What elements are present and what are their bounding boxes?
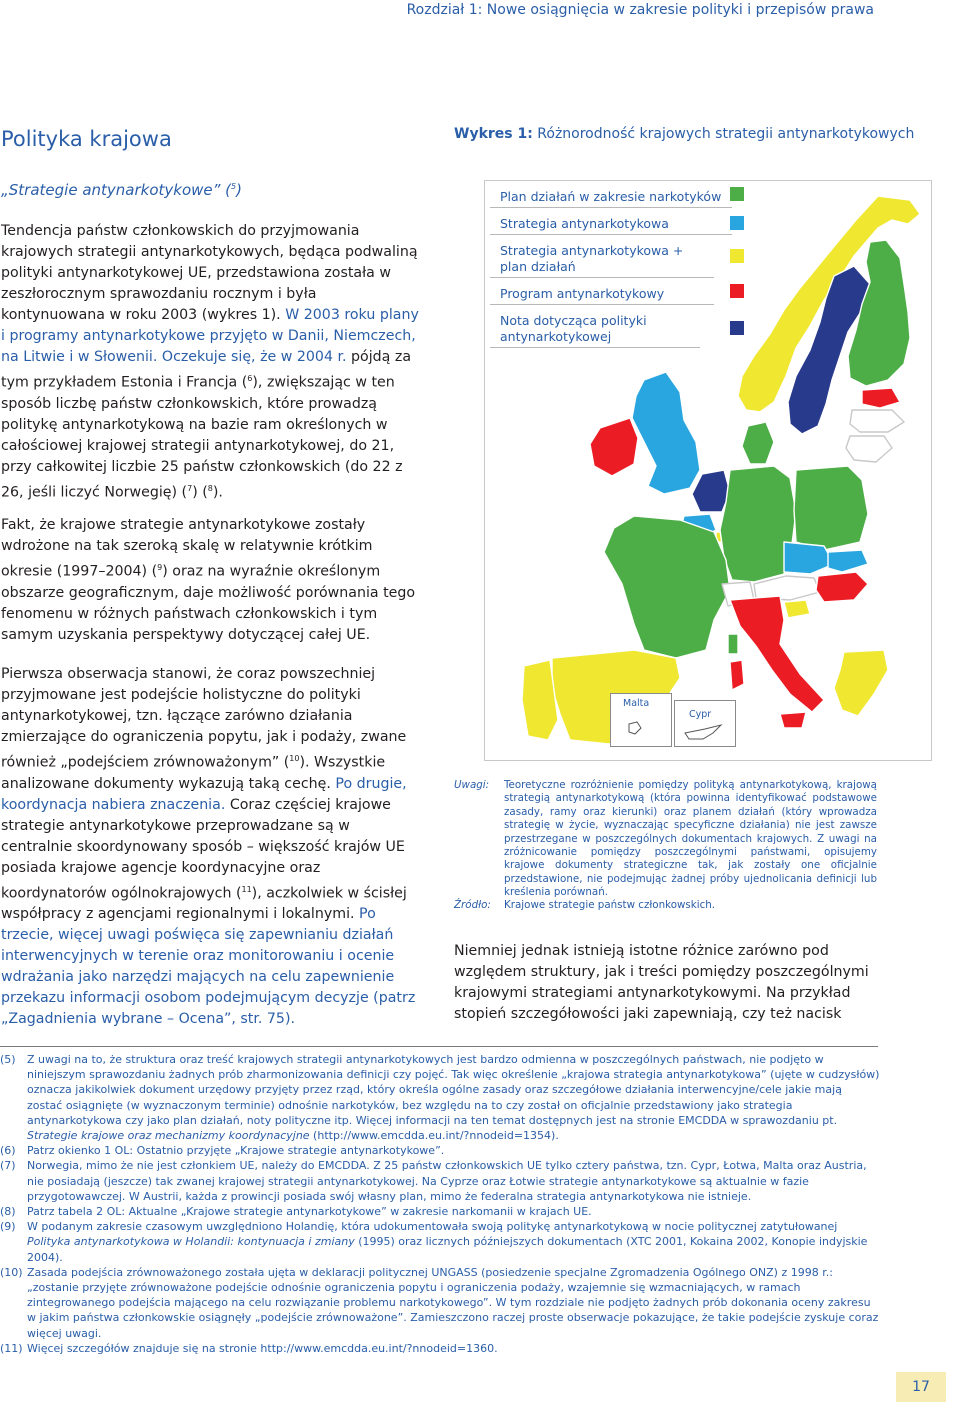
- footnote-6: [0, 1143, 880, 1158]
- footnote-text: Z uwagi na to, że struktura oraz treść krajowych strategii antynarkotykowych jest bardzo odmienna w poszczególnych państwach, nie podjęto w niniejszym sprawozdaniu żadnych prób zharmonizowania definicji czy pojęć. Tak więc określenie „krajowa strategia antynarkotykowa” (ujęte w cudzysłów) oznacza jakikolwiek dokument urzędowy przyjęty przez rząd, który określa ogólne zasady oraz szczegółowe działania interwencyjne/cele jakie mają zostać osiągnięte (w wyznaczonym terminie) odnośnie narkotyków, bez względu na to czy został on oficjalnie przedstawiony jako strategia antynarkotykowa czy jako plan działań, noty polityczne itp. Więcej informacji na ten temat dostępnych jest na stronie EMCDDA w sprawozdaniu pt.: [27, 1053, 880, 1127]
- map-legend: [490, 187, 742, 354]
- malta-inset: [610, 693, 672, 747]
- legend-item: [490, 241, 714, 278]
- legend-item: [490, 284, 714, 305]
- footnote-number: (10): [0, 1265, 23, 1279]
- text-run: Fakt, że krajowe strategie antynarkotykowe zostały wdrożone na tak szeroką skalę w relatywnie krótkim okresie (1997–2004) (: [1, 517, 373, 580]
- cyprus-label: Cypr: [689, 709, 712, 720]
- footnote-text: Norwegia, mimo że nie jest członkiem UE, należy do EMCDDA. Z 25 państw członkowskich UE tylko cztery państwa, tzn. Cypr, Łotwa, Malta oraz Austria, nie posiadają (jeszcze) tak zwanej krajowej strategii antynarkotykowej. Na Cyprze oraz Łotwie strategie antynarkotykowe są aktualnie w fazie przygotowawczej. W Austrii, każda z prowincji posiada swój własny plan, mimo że federalna strategia antynarkotykowa nie istnieje.: [27, 1159, 867, 1203]
- text-run: ).: [212, 484, 223, 501]
- footnote-text: W podanym zakresie czasowym uwzględniono Holandię, która udokumentowała swoją politykę antynarkotykową w nocie politycznej zatytułowanej: [27, 1220, 838, 1234]
- legend-swatch: [730, 216, 744, 230]
- text-run: Tendencja państw członkowskich do przyjmowania krajowych strategii antynarkotykowych, będąca podwaliną polityki antynarkotykowej UE, przedstawiona została w zeszłorocznym sprawozdaniu rocznym i była kontynuowana w roku 2003 (wykres 1).: [1, 223, 418, 323]
- legend-item: [490, 214, 732, 235]
- footnote-text: Więcej szczegółów znajduje się na stronie http://www.emcdda.eu.int/?nnodeid=1360.: [27, 1341, 498, 1355]
- footnote-7: [0, 1158, 880, 1204]
- legend-swatch: [730, 284, 744, 298]
- legend-label: Strategia antynarkotykowa: [500, 216, 669, 231]
- legend-label: Strategia antynarkotykowa + plan działań: [500, 243, 684, 274]
- text-run: Coraz częściej krajowe strategie antynarkotykowe przeprowadzane są w centralnie skoordynowany sposób – większość krajów UE posiada krajowe agencje koordynacyjne oraz koordynatorów ogólnokrajowych (: [1, 796, 405, 902]
- legend-label: Plan działań w zakresie narkotyków: [500, 189, 722, 204]
- footnote-10: [0, 1265, 880, 1341]
- country-sardinia: [730, 660, 744, 690]
- malta-label: Malta: [623, 698, 650, 709]
- legend-swatch: [730, 249, 744, 263]
- footnote-number: (9): [0, 1220, 16, 1234]
- footnote-5: [0, 1052, 880, 1143]
- text-run: ), aczkolwiek w ścisłej współpracy z agencjami regionalnymi i lokalnymi.: [1, 885, 407, 923]
- notes-label: Uwagi:: [454, 779, 490, 791]
- footnote-9: [0, 1219, 880, 1265]
- legend-label: Nota dotycząca polityki antynarkotykowej: [500, 313, 647, 344]
- footnote-11: [0, 1341, 880, 1356]
- text-run: ), zwiększając w ten sposób liczbę państw członkowskich, które prowadzą politykę antynarkotykową na bazie ram określonych w całościowej krajowej strategii antynarkotykowej, do 21, przy całkowitej liczbie 25 państw członkowskich (do 22 z 26, jeśli liczyć Norwegię) (: [1, 374, 403, 501]
- text-run: Po trzecie, więcej uwagi poświęca się zapewnianiu działań interwencyjnych w terenie oraz monitorowaniu i ocenie wdrażania jako narzędzi mających na celu zapewnienie przekazu informacji osobom podejmującym decyzje (patrz „Zagadnienia wybrane – Ocena”, str. 75).: [1, 906, 416, 1028]
- footnote-number: (7): [0, 1159, 16, 1173]
- country-poland: [794, 466, 868, 550]
- source-text: Krajowe strategie państw członkowskich.: [504, 899, 716, 911]
- footnotes: [0, 1052, 880, 1356]
- subsection-title: [1, 181, 242, 199]
- footnote-8: [0, 1204, 880, 1219]
- footnote-text: Zasada podejścia zrównoważonego została ujęta w deklaracji politycznej UNGASS (posiedzenie specjalne Zgromadzenia Ogólnego ONZ) z 1998 r.: „zostanie przyjęte zrównoważone podejście odnośnie ograniczenia popytu i ograniczenia podaży, wzajemnie się wzmacniających, w ramach zintegrowanego podejścia mającego na celu rozwiązanie problemu narkotykowego”. W tym rozdziale nie podjęto żadnych prób dokonania oceny zakresu w jakim państwa członkowskie osiągnęły „podejście zrównoważone”. Zamieszczono raczej proste obserwacje pokazujące, że takie podejście zyskuje coraz więcej uwagi.: [27, 1265, 879, 1340]
- subtitle-text: „Strategie antynarkotykowe” (: [1, 181, 232, 199]
- legend-item: [490, 187, 732, 208]
- figure-title: [454, 126, 914, 142]
- legend-swatch: [730, 321, 744, 335]
- malta-shape: [611, 694, 671, 746]
- text-run: Po drugie, koordynacja nabiera znaczenia.: [1, 775, 407, 813]
- legend-swatch: [730, 187, 744, 201]
- figure-caption: Różnorodność krajowych strategii antynarkotykowych: [532, 126, 915, 142]
- paragraph-3: [1, 664, 423, 1030]
- footnote-number: (8): [0, 1205, 16, 1219]
- cyprus-inset: [674, 700, 736, 747]
- footnote-number: (11): [0, 1341, 23, 1355]
- paragraph-4: Niemniej jednak istnieją istotne różnice zarówno pod względem struktury, jak i treści pomiędzy poszczególnymi krajowymi strategiami antynarkotykowymi. Na przykład stopień szczegółowości jaki zapewniają, czy też nacisk: [454, 943, 869, 1022]
- section-title: Polityka krajowa: [1, 127, 172, 151]
- legend-label: Program antynarkotykowy: [500, 286, 665, 301]
- text-run: pójdą za tym przykładem Estonia i Francja (: [1, 349, 412, 391]
- footnote-text: (1995) oraz licznych późniejszych dokumentach (XTC 2001, Kokaina 2002, Konopie indyjskie 2004).: [27, 1235, 868, 1264]
- footnote-ref: 8: [207, 483, 213, 493]
- subtitle-end: ): [236, 181, 242, 199]
- footnote-text: Patrz tabela 2 OL: Aktualne „Krajowe strategie antynarkotykowe” w zakresie narkomanii w krajach UE.: [27, 1205, 592, 1219]
- text-run: W 2003 roku plany i programy antynarkotykowe przyjęto w Danii, Niemczech, na Litwie i w Słowenii. Oczekuje się, że w 2004 r.: [1, 307, 419, 365]
- footnote-ref: 9: [157, 563, 163, 572]
- footnote-ref: 11: [241, 884, 252, 894]
- figure-number: Wykres 1:: [454, 126, 533, 142]
- text-run: ) (: [192, 484, 208, 501]
- footnote-divider: [0, 1046, 878, 1047]
- footnote-text: Patrz okienko 1 OL: Ostatnio przyjęte „Krajowe strategie antynarkotykowe”.: [27, 1144, 445, 1158]
- chapter-header: Rozdział 1: Nowe osiągnięcia w zakresie polityki i przepisów prawa: [406, 2, 874, 18]
- footnote-ref: 10: [289, 754, 300, 763]
- paragraph-2: [1, 515, 423, 646]
- text-run: ). Wszystkie analizowane dokumenty wykazują taką cechę.: [1, 754, 386, 792]
- text-run: ) oraz na wyraźnie określonym obszarze geograficznym, daje możliwość porównania tego fenomenu w różnych państwach członkowskich i tym samym uzyskania perspektywy dotyczącej całej UE.: [1, 563, 416, 643]
- country-corsica: [728, 634, 738, 654]
- country-slovenia: [784, 600, 810, 618]
- footnote-number: (5): [0, 1053, 16, 1066]
- footnote-ref: 5: [231, 182, 237, 191]
- text-run: Pierwsza obserwacja stanowi, że coraz powszechniej przyjmowane jest podejście holistyczne do polityki antynarkotykowej, tzn. łączące zarówno działania zmierzające do ograniczenia popytu, jak i podaży, zwane również „podejściem zrównoważonym” (: [1, 666, 407, 771]
- footnote-ref: 6: [247, 374, 253, 383]
- footnote-italic: Strategie krajowe oraz mechanizmy koordynacyjne: [27, 1129, 310, 1143]
- footnote-number: (6): [0, 1144, 16, 1158]
- footnote-ref: 7: [187, 483, 193, 493]
- legend-item: [490, 311, 700, 348]
- notes-text: Teoretyczne rozróżnienie pomiędzy polityką antynarkotykową, krajową strategią antynarkotykową (która powinna identyfikować podstawowe zasady, ramy oraz kierunki) oraz planem działań (który wprowadza strategię w życie, wyznaczając specyficzne działania) nie jest zawsze przestrzegane w poszczególnych dokumentach krajowych. Z uwagi na zróżnicowanie pomiędzy poszczególnymi państwami, opisujemy krajowe dokumenty strategiczne tak, jak zostały one oficjalnie przedstawione, nie podejmując żadnej próby ujednolicania definicji lub kreślenia porównań.: [504, 779, 877, 899]
- page-number: 17: [896, 1372, 946, 1402]
- source-label: Źródło:: [454, 899, 491, 911]
- country-sicily: [780, 712, 806, 728]
- footnote-italic: Polityka antynarkotykowa w Holandii: kontynuacja i zmiany: [27, 1235, 355, 1249]
- cyprus-shape: [675, 701, 735, 746]
- paragraph-1: [1, 221, 423, 503]
- footnote-text: (http://www.emcdda.eu.int/?nnodeid=1354).: [309, 1129, 559, 1143]
